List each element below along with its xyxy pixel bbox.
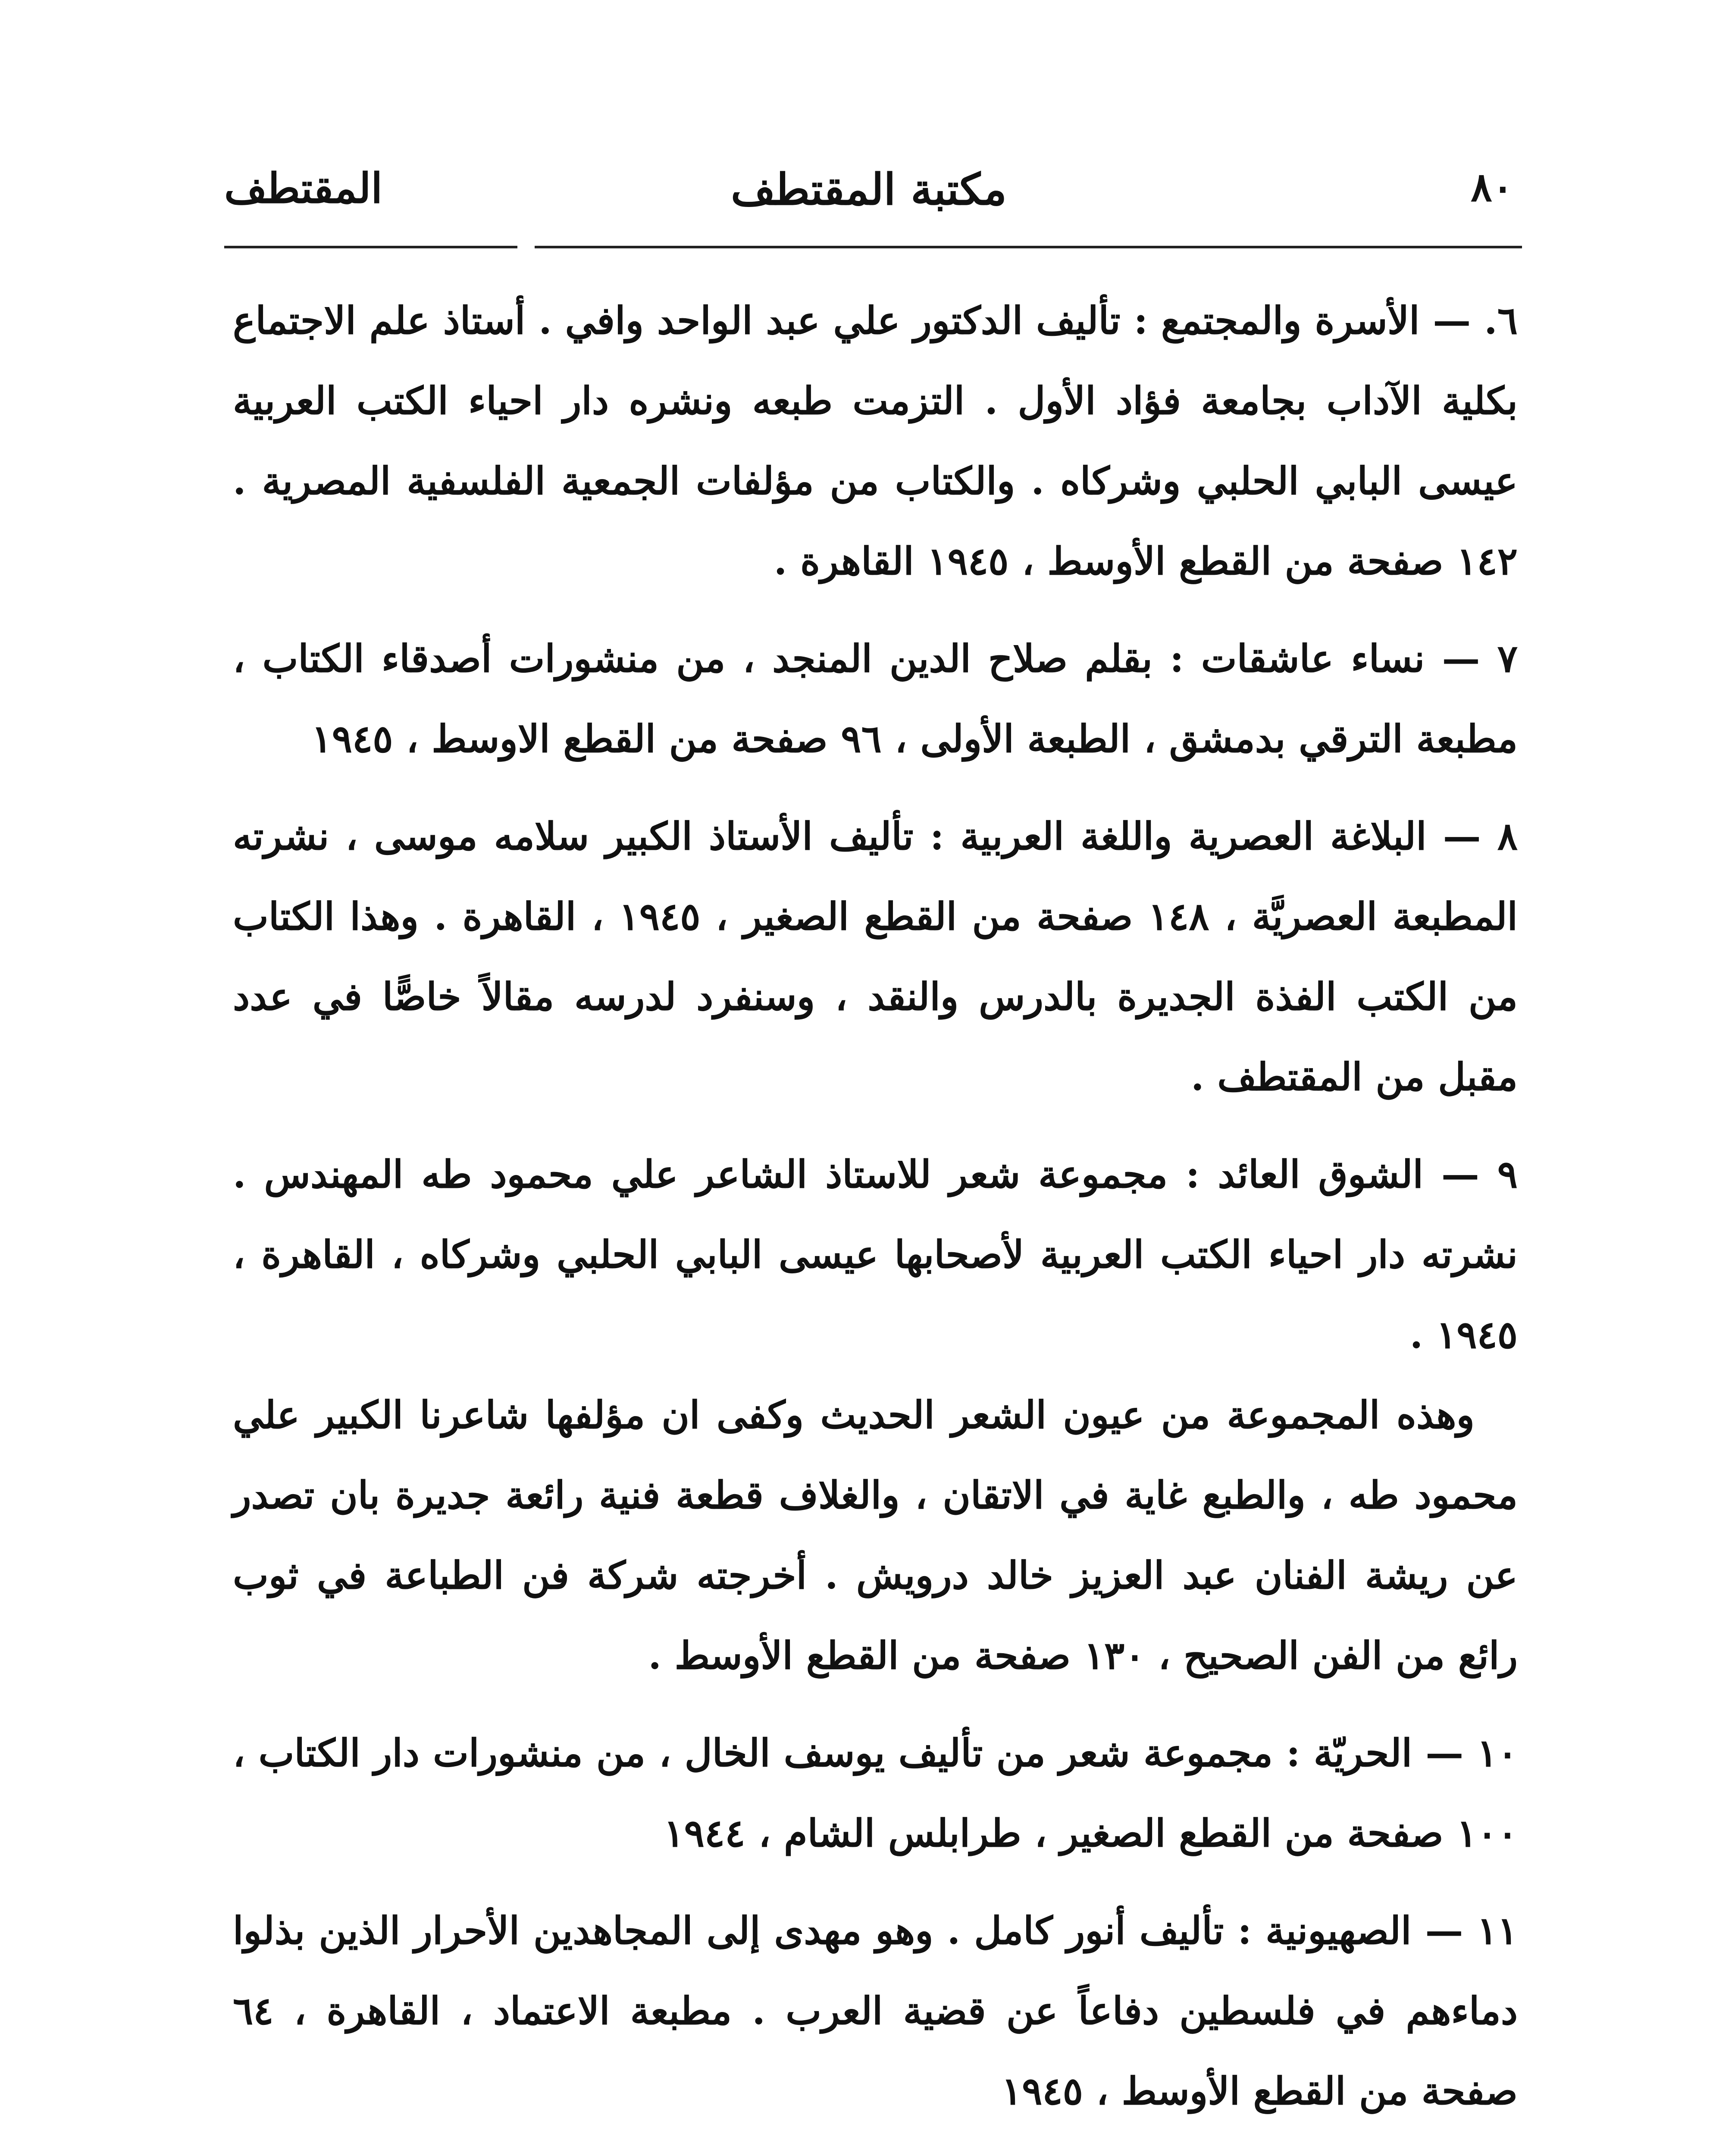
entry-text: ١١ — الصهيونية : تأليف أنور كامل . وهو مهدى إلى المجاهدين الأحرار الذين بذلوا دماءهم في فلسطين دفاعاً عن قضية العرب . مطبعة الاعتماد ، القاهرة ، ٦٤ صفحة من القطع الأوسط ، ١٩٤٥ [233, 1908, 1518, 2113]
header-rule-short [224, 246, 517, 248]
listing-entry-9 [233, 1134, 1518, 1695]
page-header [224, 164, 1513, 241]
entry-text: ٧ — نساء عاشقات : بقلم صلاح الدين المنجد ، من منشورات أصدقاء الكتاب ، مطبعة الترقي بدمشق ، الطبعة الأولى ، ٩٦ صفحة من القطع الاوسط ، ١٩٤٥ [233, 636, 1518, 761]
listing-entry-10 [233, 1713, 1518, 1873]
entry-text [233, 2148, 1518, 2156]
entry-text: ١٠ — الحريّة : مجموعة شعر من تأليف يوسف الخال ، من منشورات دار الكتاب ، ١٠٠ صفحة من القطع الصغير ، طرابلس الشام ، ١٩٤٤ [233, 1730, 1518, 1855]
section-title: مكتبة المقتطف [731, 164, 1007, 215]
listing-entry-11 [233, 1890, 1518, 2131]
entry-continuation: وهذه المجموعة من عيون الشعر الحديث وكفى ان مؤلفها شاعرنا الكبير علي محمود طه ، والطبع غاية في الاتقان ، والغلاف قطعة فنية رائعة جديرة بان تصدر عن ريشة الفنان عبد العزيز خالد درويش . أخرجته شركة فن الطباعة في ثوب رائع من الفن الصحيح ، ١٣٠ صفحة من القطع الأوسط . [233, 1392, 1518, 1678]
page-number: ٨٠ [1471, 164, 1513, 210]
book-listing [233, 280, 1518, 2156]
listing-entry-8 [233, 796, 1518, 1117]
entry-text: ٦. — الأسرة والمجتمع : تأليف الدكتور علي عبد الواحد وافي . أستاذ علم الاجتماع بكلية الآداب بجامعة فؤاد الأول . التزمت طبعه ونشره دار احياء الكتب العربية عيسى البابي الحلبي وشركاه . والكتاب من مؤلفات الجمعية الفلسفية المصرية . ١٤٢ صفحة من القطع الأوسط ، ١٩٤٥ القاهرة . [233, 298, 1518, 583]
listing-entry-7 [233, 618, 1518, 779]
entry-text: ٨ — البلاغة العصرية واللغة العربية : تأليف الأستاذ الكبير سلامه موسى ، نشرته المطبعة العصريَّة ، ١٤٨ صفحة من القطع الصغير ، ١٩٤٥ ، القاهرة . وهذا الكتاب من الكتب الفذة الجديرة بالدرس والنقد ، وسنفرد لدرسه مقالاً خاصًّا في عدد مقبل من المقتطف . [233, 814, 1518, 1099]
header-rule-long [535, 246, 1522, 248]
listing-entry-6 [233, 280, 1518, 601]
entry-text: ٩ — الشوق العائد : مجموعة شعر للاستاذ الشاعر علي محمود طه المهندس . نشرته دار احياء الكتب العربية لأصحابها عيسى البابي الحلبي وشركاه ، القاهرة ، ١٩٤٥ . [233, 1152, 1518, 1357]
listing-entry-12 [233, 2148, 1518, 2156]
journal-name: المقتطف [224, 164, 383, 213]
